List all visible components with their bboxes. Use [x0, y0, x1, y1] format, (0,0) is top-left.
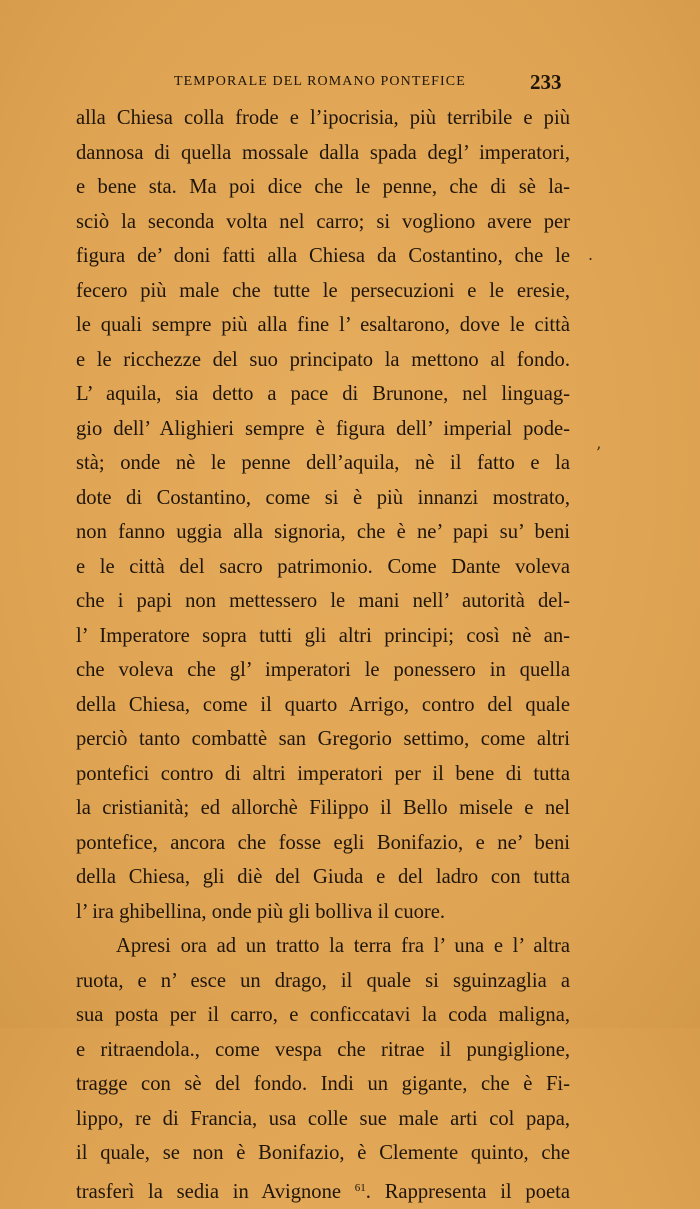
text-line: sciò la seconda volta nel carro; si vogliono avere per: [76, 210, 570, 233]
text-line: le quali sempre più alla fine l’ esaltarono, dove le città: [76, 314, 570, 336]
text-line: che i papi non mettessero le mani nell’ autorità del-: [76, 590, 570, 612]
text-line: tragge con sè del fondo. Indi un gigante, che è Fi-: [76, 1073, 570, 1095]
text-line: l’ Imperatore sopra tutti gli altri principi; così nè an-: [76, 624, 570, 647]
text-line: sua posta per il carro, e conficcatavi la coda maligna,: [76, 1004, 570, 1026]
page-header: [0, 70, 700, 96]
paragraph-1: [76, 101, 570, 929]
text-line: il quale, se non è Bonifazio, è Clemente quinto, che: [76, 1142, 570, 1164]
body-text: [76, 101, 570, 1205]
stray-mark-comma: ’: [596, 443, 602, 462]
running-title: TEMPORALE DEL ROMANO PONTEFICE: [174, 74, 466, 89]
text-line: dannosa di quella mossale dalla spada degl’ imperatori,: [76, 141, 570, 164]
text-line: ruota, e n’ esce un drago, il quale si sguinzaglia a: [76, 969, 570, 992]
text-segment: trasferì la sedia in Avignone: [76, 1180, 342, 1203]
text-line: della Chiesa, gli diè del Giuda e del ladro con tutta: [76, 866, 570, 888]
text-line: gio dell’ Alighieri sempre è figura dell’ imperial pode-: [76, 417, 570, 440]
text-line: alla Chiesa colla frode e l’ipocrisia, più terribile e più: [76, 107, 570, 129]
text-line: L’ aquila, sia detto a pace di Brunone, nel linguag-: [76, 383, 570, 405]
text-line: dote di Costantino, come si è più innanzi mostrato,: [76, 486, 570, 509]
text-line: e le città del sacro patrimonio. Come Dante voleva: [76, 555, 570, 578]
text-line: pontefice, ancora che fosse egli Bonifazio, e ne’ beni: [76, 831, 570, 854]
text-line: non fanno uggia alla signoria, che è ne’ papi su’ beni: [76, 521, 570, 543]
text-line: pontefici contro di altri imperatori per il bene di tutta: [76, 762, 570, 785]
text-line: stà; onde nè le penne dell’aquila, nè il fatto e la: [76, 452, 570, 474]
text-line: e bene sta. Ma poi dice che le penne, che di sè la-: [76, 176, 570, 198]
text-segment: . Rappresenta il poeta: [365, 1180, 570, 1203]
stray-mark-dot: .: [588, 245, 594, 264]
text-line: e ritraendola., come vespa che ritrae il pungiglione,: [76, 1038, 570, 1061]
text-line: fecero più male che tutte le persecuzioni e le eresie,: [76, 279, 570, 302]
text-line: della Chiesa, come il quarto Arrigo, contro del quale: [76, 693, 570, 716]
page-number: 233: [530, 70, 562, 94]
text-line: perciò tanto combattè san Gregorio settimo, come altri: [76, 728, 570, 750]
text-line: e le ricchezze del suo principato la mettono al fondo.: [76, 348, 570, 371]
text-line: [76, 1171, 570, 1206]
text-line: figura de’ doni fatti alla Chiesa da Costantino, che le: [76, 245, 570, 267]
paragraph-2: [76, 929, 570, 1205]
text-line: Apresi ora ad un tratto la terra fra l’ una e l’ altra: [116, 935, 570, 957]
text-line: lippo, re di Francia, usa colle sue male arti col papa,: [76, 1107, 570, 1130]
text-line: l’ ira ghibellina, onde più gli bolliva il cuore.: [76, 900, 446, 923]
footnote-reference[interactable]: 61: [354, 1181, 366, 1194]
text-line: la cristianità; ed allorchè Filippo il Bello misele e nel: [76, 797, 570, 819]
text-line: che voleva che gl’ imperatori le ponessero in quella: [76, 659, 570, 681]
